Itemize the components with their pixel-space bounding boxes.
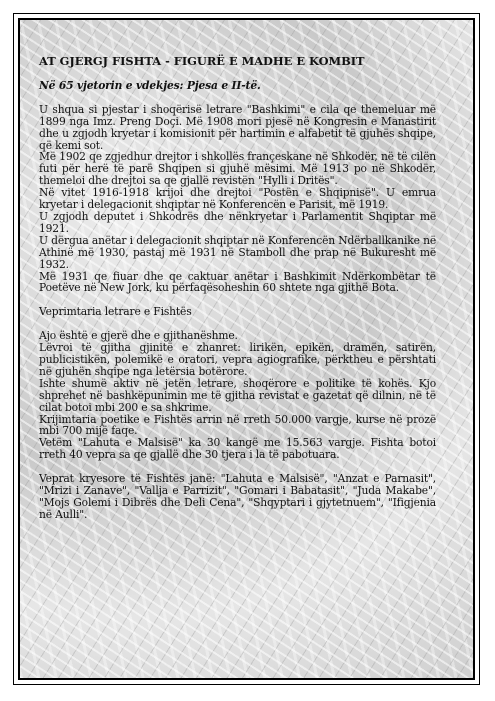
literary-section bbox=[39, 330, 436, 461]
paragraph: Në vitet 1916-1918 krijoi dhe drejtoi "Postën e Shqipnisë". U emrua kryetar i delegacionit shqiptar në Konferencën e Parisit, më 1919. bbox=[39, 186, 436, 212]
article bbox=[39, 56, 436, 521]
paragraph: Vetëm "Lahuta e Malsisë" ka 30 kangë me 15.563 vargje. Fishta botoi rreth 40 vepra sa qe gjallë dhe 30 tjera i la të pabotuara. bbox=[39, 436, 436, 462]
paragraph: Ishte shumë aktiv në jetën letrare, shoqërore e politike të kohës. Kjo shprehet në bashkëpunimin me të gjitha revistat e gazetat që dilnin, në të cilat botoi mbi 200 e sa shkrime. bbox=[39, 376, 436, 414]
spacer bbox=[39, 92, 436, 104]
paragraph: Më 1902 qe zgjedhur drejtor i shkollës françeskane në Shkodër, në të cilën futi për herë të parë Shqipen si gjuhë mësimi. Më 1913 po në Shkodër, themeloi dhe drejtoi sa qe gjallë revistën "Hylli i Dritës". bbox=[39, 150, 436, 188]
paragraph: Ajo është e gjerë dhe e gjithanëshme. bbox=[39, 329, 238, 343]
paragraph: Veprat kryesore të Fishtës janë: "Lahuta e Malsisë", "Anzat e Parnasit", "Mrizi i Zanave", "Vallja e Parrizit", "Gomari i Babatasit", "Juda Makabe", "Mojs Golemi i Dibrës dhe Deli Cena", "Shqyptari i gjytetnuem", "Ifigjenia në Aulli". bbox=[39, 472, 436, 521]
paragraph: U dërgua anëtar i delegacionit shqiptar në Konferencën Ndërballkanike në Athinë më 1930, pastaj më 1931 në Stamboll dhe prap në Bukuresht më 1932. bbox=[39, 233, 436, 271]
paragraph: Krijimtaria poetike e Fishtës arrin në rreth 50.000 vargje, kurse në prozë mbi 700 mijë faqe. bbox=[39, 412, 436, 438]
works-section bbox=[39, 473, 436, 521]
paragraph: Lëvroi të gjitha gjinitë e zhanret: lirikën, epikën, dramën, satirën, publicistikën, polemikë e oratori, vepra agiografike, përktheu e përshtati në gjuhën shqipe nga letërsia botërore. bbox=[39, 341, 436, 378]
section-heading: Veprimtaria letrare e Fishtës bbox=[39, 305, 192, 319]
article-title: AT GJERGJ FISHTA - FIGURË E MADHE E KOMBIT bbox=[39, 54, 365, 68]
article-subtitle: Në 65 vjetorin e vdekjes: Pjesa e II-të. bbox=[39, 78, 261, 92]
paragraph: Më 1931 qe fiuar dhe qe caktuar anëtar i Bashkimit Ndërkombëtar të Poetëve në New Jork, ku përfaqësoheshin 60 shtete nga gjithë Bota. bbox=[39, 269, 436, 295]
paragraph: U shqua si pjestar i shoqërisë letrare "Bashkimi" e cila qe themeluar më 1899 nga Imz. Preng Doçi. Më 1908 mori pjesë në Kongresin e Manastirit dhe u zgjodh kryetar i komisionit për hartimin e alfabetit të gjuhës shqipe, që kemi sot. bbox=[39, 102, 436, 152]
biography-section bbox=[39, 104, 436, 295]
paragraph: U zgjodh deputet i Shkodrës dhe nënkryetar i Parlamentit Shqiptar më 1921. bbox=[39, 209, 436, 235]
